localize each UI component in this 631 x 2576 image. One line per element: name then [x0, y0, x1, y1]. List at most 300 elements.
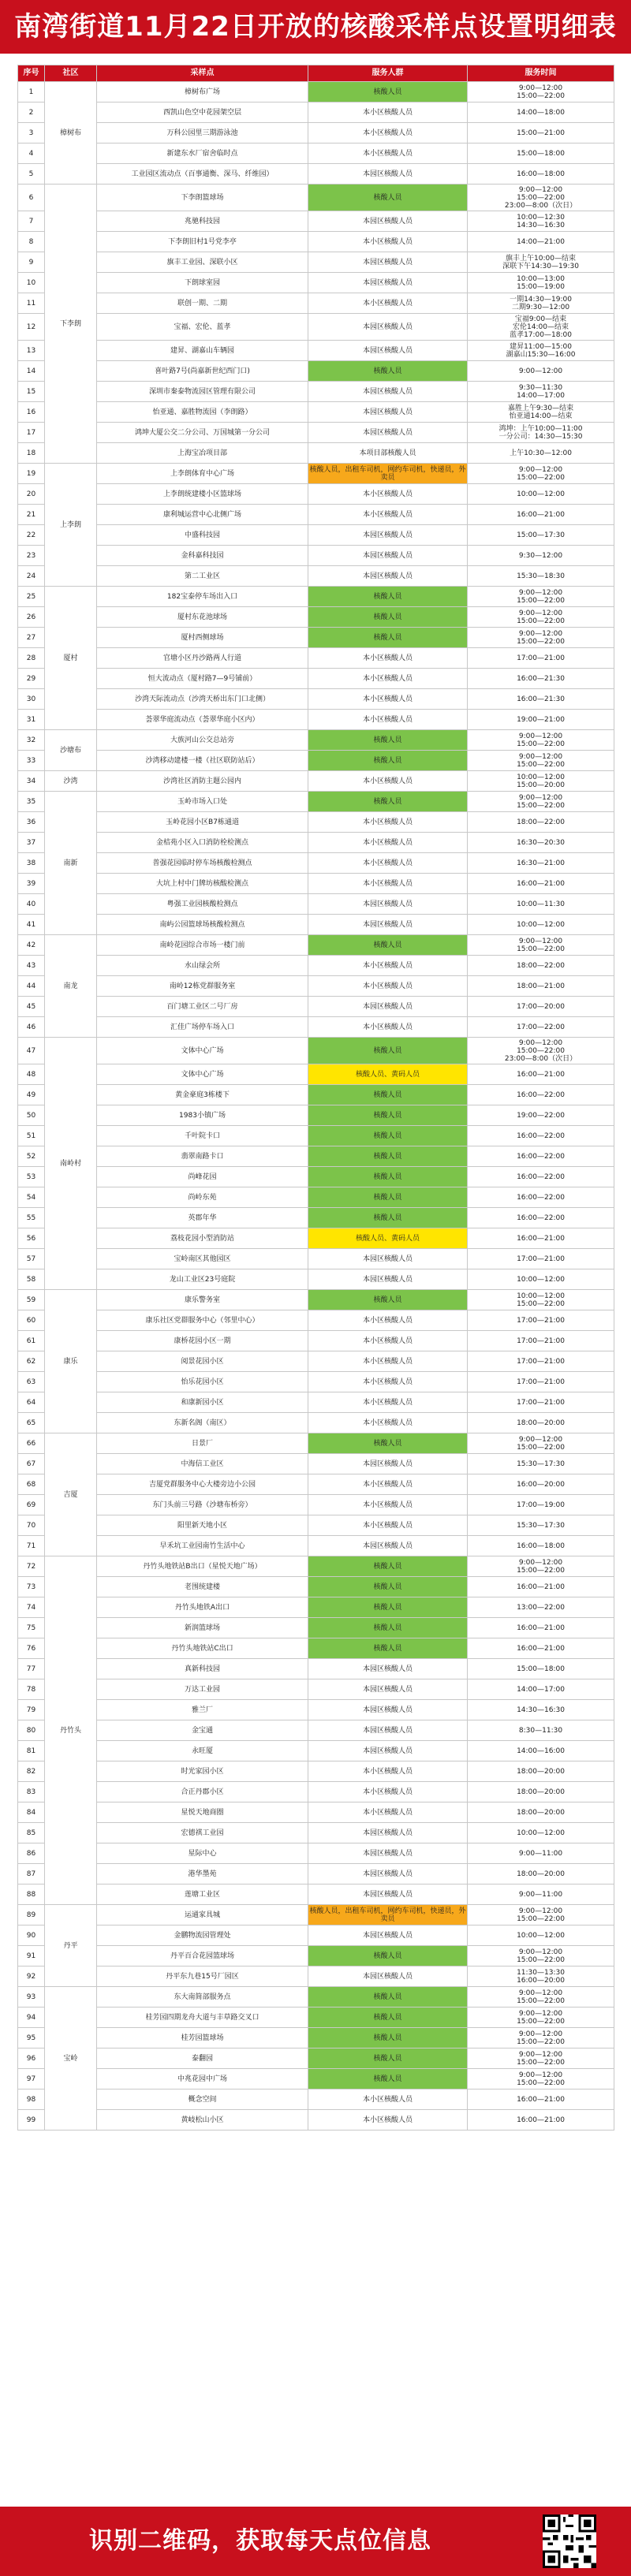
table-row [18, 341, 614, 361]
table-row [18, 1515, 614, 1536]
table-row [18, 1700, 614, 1720]
table-row [18, 423, 614, 443]
service-group: 本园区核酸人员 [308, 1536, 468, 1556]
row-number: 42 [18, 935, 45, 956]
service-time: 15:00—17:30 [468, 525, 614, 546]
service-time: 10:00—12:30 14:30—16:30 [468, 211, 614, 232]
row-number: 43 [18, 956, 45, 976]
service-group: 本小区核酸人员 [308, 648, 468, 669]
service-time: 10:00—12:00 [468, 915, 614, 935]
service-group: 本园区核酸人员 [308, 402, 468, 423]
service-group: 核酸人员 [308, 2048, 468, 2069]
row-number: 64 [18, 1392, 45, 1413]
service-time: 15:00—21:00 [468, 123, 614, 144]
service-time: 9:00—12:00 15:00—22:00 23:00—8:00（次日） [468, 185, 614, 211]
table-row [18, 1782, 614, 1802]
sampling-point: 康乐社区党群服务中心（邻里中心） [97, 1310, 308, 1331]
row-number: 1 [18, 82, 45, 103]
table-row [18, 2007, 614, 2028]
sampling-point: 合正丹郡小区 [97, 1782, 308, 1802]
sampling-point: 宝岭南区其他园区 [97, 1249, 308, 1269]
sampling-point: 上海宝冶项目部 [97, 443, 308, 464]
service-time: 9:00—11:00 [468, 1843, 614, 1864]
table-row [18, 382, 614, 402]
service-group: 本园区核酸人员 [308, 1864, 468, 1884]
row-number: 60 [18, 1310, 45, 1331]
service-group: 核酸人员 [308, 1556, 468, 1577]
sampling-point: 中盛科技园 [97, 525, 308, 546]
service-time: 9:00—12:00 15:00—22:00 [468, 792, 614, 812]
service-time: 17:00—21:00 [468, 1351, 614, 1372]
service-group: 核酸人员 [308, 1167, 468, 1187]
service-time: 18:00—20:00 [468, 1782, 614, 1802]
service-time: 10:00—13:00 15:00—19:00 [468, 273, 614, 293]
service-time: 9:00—12:00 15:00—22:00 [468, 587, 614, 607]
sampling-point: 水山绿会所 [97, 956, 308, 976]
row-number: 49 [18, 1085, 45, 1105]
table-row [18, 1167, 614, 1187]
table-row [18, 771, 614, 792]
sampling-point: 文体中心广场 [97, 1038, 308, 1064]
sampling-point: 金桔苑小区入口消防栓检测点 [97, 833, 308, 853]
row-number: 3 [18, 123, 45, 144]
row-number: 78 [18, 1679, 45, 1700]
service-time: 16:00—22:00 [468, 1208, 614, 1228]
sampling-point: 时光家园小区 [97, 1761, 308, 1782]
table-row [18, 628, 614, 648]
service-group: 本小区核酸人员 [308, 144, 468, 164]
sampling-point: 下李朗篮球场 [97, 185, 308, 211]
row-number: 19 [18, 464, 45, 484]
sampling-point: 西凯山色空中花园架空层 [97, 103, 308, 123]
table-row [18, 211, 614, 232]
service-time: 15:30—17:30 [468, 1454, 614, 1474]
service-group: 本小区核酸人员 [308, 1392, 468, 1413]
table-row [18, 710, 614, 730]
row-number: 52 [18, 1146, 45, 1167]
row-number: 63 [18, 1372, 45, 1392]
row-number: 45 [18, 997, 45, 1017]
service-time: 17:00—21:00 [468, 1392, 614, 1413]
sampling-point: 龙山工业区23号庭院 [97, 1269, 308, 1290]
community-cell: 上李朗 [45, 464, 97, 587]
header-group: 服务人群 [308, 65, 468, 82]
row-number: 56 [18, 1228, 45, 1249]
service-group: 本园区核酸人员 [308, 525, 468, 546]
sampling-point: 汇佳广场停车场入口 [97, 1017, 308, 1038]
service-group: 核酸人员 [308, 1618, 468, 1638]
service-group: 本园区核酸人员 [308, 1720, 468, 1741]
service-group: 本小区核酸人员 [308, 2110, 468, 2131]
row-number: 54 [18, 1187, 45, 1208]
service-time: 14:00—16:00 [468, 1741, 614, 1761]
row-number: 9 [18, 252, 45, 273]
table-row [18, 1823, 614, 1843]
row-number: 2 [18, 103, 45, 123]
row-number: 85 [18, 1823, 45, 1843]
table-row [18, 1228, 614, 1249]
row-number: 39 [18, 874, 45, 894]
table-row [18, 915, 614, 935]
sampling-point: 恒大流动点（厦村路7—9号铺前） [97, 669, 308, 689]
sampling-point: 沙湾社区消防主题公园内 [97, 771, 308, 792]
table-row [18, 997, 614, 1017]
service-time: 鸿坤：上午10:00—11:00 一分公司：14:30—15:30 [468, 423, 614, 443]
service-time: 16:00—20:00 [468, 1474, 614, 1495]
table-row [18, 525, 614, 546]
sampling-point: 第二工业区 [97, 566, 308, 587]
row-number: 70 [18, 1515, 45, 1536]
table-row [18, 402, 614, 423]
row-number: 69 [18, 1495, 45, 1515]
service-time: 9:00—11:00 [468, 1884, 614, 1905]
table-row [18, 1618, 614, 1638]
table-row [18, 1249, 614, 1269]
service-time: 16:00—22:00 [468, 1085, 614, 1105]
service-group: 核酸人员 [308, 1597, 468, 1618]
service-time: 8:30—11:30 [468, 1720, 614, 1741]
service-group: 本小区核酸人员 [308, 833, 468, 853]
row-number: 87 [18, 1864, 45, 1884]
row-number: 82 [18, 1761, 45, 1782]
service-group: 本小区核酸人员 [308, 1761, 468, 1782]
service-time: 16:00—22:00 [468, 1146, 614, 1167]
service-group: 核酸人员 [308, 1146, 468, 1167]
service-time: 嘉胜上午9:30—结束 怡亚通14:00—结束 [468, 402, 614, 423]
table-row [18, 1126, 614, 1146]
service-time: 18:00—22:00 [468, 812, 614, 833]
service-group: 核酸人员 [308, 751, 468, 771]
service-time: 16:00—21:00 [468, 1064, 614, 1085]
service-time: 15:30—17:30 [468, 1515, 614, 1536]
header-time: 服务时间 [468, 65, 614, 82]
table-row [18, 1351, 614, 1372]
qr-code-icon[interactable] [543, 2514, 596, 2568]
sampling-point: 港华墨苑 [97, 1864, 308, 1884]
table-row [18, 1085, 614, 1105]
sampling-point: 深圳市秦泰物流园区管理有限公司 [97, 382, 308, 402]
sampling-point: 厦村东花池球场 [97, 607, 308, 628]
sampling-point: 老围统建楼 [97, 1577, 308, 1597]
table-row [18, 164, 614, 185]
table-row [18, 1269, 614, 1290]
row-number: 12 [18, 314, 45, 341]
table-row [18, 976, 614, 997]
row-number: 23 [18, 546, 45, 566]
service-group: 本园区核酸人员 [308, 1249, 468, 1269]
row-number: 34 [18, 771, 45, 792]
sampling-point: 怡亚通、嘉胜物流园（李朗路） [97, 402, 308, 423]
sampling-point: 吉厦党群服务中心大楼旁边小公园 [97, 1474, 308, 1495]
service-time: 9:00—12:00 15:00—22:00 [468, 464, 614, 484]
row-number: 81 [18, 1741, 45, 1761]
sampling-point: 大坑上村中门牌坊核酸检测点 [97, 874, 308, 894]
table-row [18, 1454, 614, 1474]
sampling-point: 星悦天地商圈 [97, 1802, 308, 1823]
table-row [18, 648, 614, 669]
service-group: 本小区核酸人员 [308, 853, 468, 874]
table-row [18, 103, 614, 123]
sampling-point: 大族河山公交总站旁 [97, 730, 308, 751]
sampling-point: 尚峰花园 [97, 1167, 308, 1187]
service-time: 16:30—21:00 [468, 853, 614, 874]
service-group: 核酸人员 [308, 792, 468, 812]
table-row [18, 1884, 614, 1905]
service-time: 16:00—21:30 [468, 689, 614, 710]
table-row [18, 1925, 614, 1946]
row-number: 15 [18, 382, 45, 402]
table-row [18, 730, 614, 751]
community-cell: 沙塘布 [45, 730, 97, 771]
sampling-point: 新建东水厂宿舍临时点 [97, 144, 308, 164]
service-group: 本园区核酸人员 [308, 894, 468, 915]
row-number: 86 [18, 1843, 45, 1864]
table-row [18, 1761, 614, 1782]
sampling-point: 星际中心 [97, 1843, 308, 1864]
table-row [18, 1556, 614, 1577]
service-time: 10:00—12:00 15:00—22:00 [468, 1290, 614, 1310]
service-group: 本小区核酸人员 [308, 293, 468, 314]
service-group: 核酸人员、黄码人员 [308, 1228, 468, 1249]
row-number: 46 [18, 1017, 45, 1038]
row-number: 31 [18, 710, 45, 730]
sampling-point: 文体中心广场 [97, 1064, 308, 1085]
service-group: 本小区核酸人员 [308, 812, 468, 833]
service-time: 16:00—22:00 [468, 1126, 614, 1146]
service-group: 核酸人员 [308, 1038, 468, 1064]
row-number: 95 [18, 2028, 45, 2048]
sampling-point: 康桥花园小区一期 [97, 1331, 308, 1351]
footer-bar [0, 2507, 631, 2576]
service-group: 本小区核酸人员 [308, 484, 468, 505]
row-number: 57 [18, 1249, 45, 1269]
service-group: 核酸人员 [308, 1946, 468, 1966]
service-time: 9:00—12:00 15:00—22:00 [468, 1905, 614, 1925]
sampling-point: 建昇、湖嘉山车辆园 [97, 341, 308, 361]
table-row [18, 1474, 614, 1495]
table-row [18, 293, 614, 314]
sampling-point: 中兆花园中广场 [97, 2069, 308, 2090]
row-number: 8 [18, 232, 45, 252]
table-row [18, 607, 614, 628]
service-group: 本园区核酸人员 [308, 314, 468, 341]
row-number: 18 [18, 443, 45, 464]
service-group: 本园区核酸人员 [308, 1925, 468, 1946]
sampling-point: 千叶院卡口 [97, 1126, 308, 1146]
row-number: 36 [18, 812, 45, 833]
row-number: 14 [18, 361, 45, 382]
row-number: 83 [18, 1782, 45, 1802]
service-time: 16:00—21:00 [468, 2110, 614, 2131]
table-row [18, 1987, 614, 2007]
table-row [18, 1659, 614, 1679]
sampling-point: 南岭12栋党群服务室 [97, 976, 308, 997]
service-group: 本小区核酸人员 [308, 1495, 468, 1515]
row-number: 80 [18, 1720, 45, 1741]
sampling-point: 概念空间 [97, 2090, 308, 2110]
community-cell: 丹平 [45, 1905, 97, 1987]
table-row [18, 123, 614, 144]
service-group: 核酸人员 [308, 587, 468, 607]
sampling-point: 上李朗体育中心广场 [97, 464, 308, 484]
row-number: 29 [18, 669, 45, 689]
service-group: 核酸人员 [308, 1085, 468, 1105]
service-group: 核酸人员 [308, 607, 468, 628]
row-number: 10 [18, 273, 45, 293]
sampling-point: 金宝通 [97, 1720, 308, 1741]
row-number: 88 [18, 1884, 45, 1905]
service-time: 16:00—22:00 [468, 1167, 614, 1187]
service-group: 本项目部核酸人员 [308, 443, 468, 464]
row-number: 44 [18, 976, 45, 997]
service-group: 核酸人员 [308, 1638, 468, 1659]
service-group: 本园区核酸人员 [308, 566, 468, 587]
sampling-point: 翡翠南路卡口 [97, 1146, 308, 1167]
table-row [18, 505, 614, 525]
service-group: 本园区核酸人员 [308, 341, 468, 361]
row-number: 61 [18, 1331, 45, 1351]
sampling-table [17, 65, 614, 2131]
sampling-point: 丹平百合花园篮球场 [97, 1946, 308, 1966]
table-row [18, 1946, 614, 1966]
sampling-point: 东大南简部服务点 [97, 1987, 308, 2007]
service-time: 10:00—12:00 [468, 484, 614, 505]
service-group: 核酸人员 [308, 935, 468, 956]
service-time: 10:00—12:00 [468, 1269, 614, 1290]
table-row [18, 1017, 614, 1038]
service-time: 9:00—12:00 15:00—22:00 [468, 730, 614, 751]
table-row [18, 546, 614, 566]
community-cell: 康乐 [45, 1290, 97, 1433]
sampling-point: 丹平东九巷15号厂园区 [97, 1966, 308, 1987]
service-group: 核酸人员 [308, 1208, 468, 1228]
service-time: 9:00—12:00 15:00—22:00 [468, 1987, 614, 2007]
service-group: 本园区核酸人员 [308, 211, 468, 232]
row-number: 67 [18, 1454, 45, 1474]
table-row [18, 894, 614, 915]
service-time: 9:00—12:00 15:00—22:00 [468, 1946, 614, 1966]
service-time: 16:00—21:30 [468, 669, 614, 689]
service-time: 18:00—21:00 [468, 976, 614, 997]
service-time: 18:00—20:00 [468, 1413, 614, 1433]
row-number: 47 [18, 1038, 45, 1064]
row-number: 40 [18, 894, 45, 915]
row-number: 62 [18, 1351, 45, 1372]
service-time: 15:00—18:00 [468, 1659, 614, 1679]
service-time: 17:00—21:00 [468, 1310, 614, 1331]
community-cell: 厦村 [45, 587, 97, 730]
service-time: 9:00—12:00 15:00—22:00 [468, 2048, 614, 2069]
service-group: 本小区核酸人员 [308, 689, 468, 710]
service-time: 10:00—12:00 15:00—20:00 [468, 771, 614, 792]
row-number: 76 [18, 1638, 45, 1659]
service-time: 17:00—21:00 [468, 1372, 614, 1392]
community-cell: 下李朗 [45, 185, 97, 464]
row-number: 35 [18, 792, 45, 812]
service-group: 本园区核酸人员 [308, 1659, 468, 1679]
service-group: 本小区核酸人员 [308, 1331, 468, 1351]
row-number: 30 [18, 689, 45, 710]
table-row [18, 669, 614, 689]
table-row [18, 792, 614, 812]
table-row [18, 1208, 614, 1228]
sampling-point: 桂芳园篮球场 [97, 2028, 308, 2048]
sampling-point: 182宝泰停车场出入口 [97, 587, 308, 607]
row-number: 25 [18, 587, 45, 607]
service-group: 核酸人员 [308, 82, 468, 103]
row-number: 77 [18, 1659, 45, 1679]
service-group: 本园区核酸人员 [308, 1884, 468, 1905]
table-row [18, 853, 614, 874]
sampling-point: 日景厂 [97, 1433, 308, 1454]
header-point: 采样点 [97, 65, 308, 82]
service-group: 本园区核酸人员 [308, 252, 468, 273]
service-time: 17:00—22:00 [468, 1017, 614, 1038]
sampling-point: 南屿公园篮球场核酸检测点 [97, 915, 308, 935]
service-group: 本小区核酸人员 [308, 669, 468, 689]
table-row [18, 443, 614, 464]
service-group: 本园区核酸人员 [308, 1823, 468, 1843]
service-time: 10:00—11:30 [468, 894, 614, 915]
table-row [18, 2069, 614, 2090]
service-group: 本小区核酸人员 [308, 1413, 468, 1433]
row-number: 32 [18, 730, 45, 751]
service-group: 本小区核酸人员 [308, 2090, 468, 2110]
sampling-point: 宝福、宏伦、蓝孝 [97, 314, 308, 341]
service-group: 本园区核酸人员 [308, 382, 468, 402]
row-number: 75 [18, 1618, 45, 1638]
service-time: 17:00—20:00 [468, 997, 614, 1017]
row-number: 66 [18, 1433, 45, 1454]
table-row [18, 464, 614, 484]
row-number: 27 [18, 628, 45, 648]
service-time: 15:30—18:30 [468, 566, 614, 587]
row-number: 22 [18, 525, 45, 546]
sampling-point: 黄金豪庭3栋楼下 [97, 1085, 308, 1105]
table-row [18, 689, 614, 710]
row-number: 11 [18, 293, 45, 314]
service-group: 核酸人员 [308, 730, 468, 751]
service-group: 核酸人员 [308, 2007, 468, 2028]
sampling-point: 荟翠华庭流动点（荟翠华庭小区内） [97, 710, 308, 730]
row-number: 71 [18, 1536, 45, 1556]
service-time: 17:00—21:00 [468, 1331, 614, 1351]
row-number: 58 [18, 1269, 45, 1290]
service-time: 9:00—12:00 15:00—22:00 [468, 1556, 614, 1577]
sampling-point: 丹竹头地铁站C出口 [97, 1638, 308, 1659]
table-row [18, 82, 614, 103]
table-row [18, 1905, 614, 1925]
row-number: 16 [18, 402, 45, 423]
table-row [18, 1966, 614, 1987]
table-row [18, 1392, 614, 1413]
table-row [18, 1146, 614, 1167]
table-row [18, 1679, 614, 1700]
footer-text: 识别二维码，获取每天点位信息 [89, 2527, 431, 2555]
service-time: 9:30—12:00 [468, 546, 614, 566]
table-row [18, 314, 614, 341]
sampling-point: 喜叶路7号(尚嘉新世纪西门口) [97, 361, 308, 382]
row-number: 6 [18, 185, 45, 211]
sampling-point: 运通家具城 [97, 1905, 308, 1925]
service-time: 9:00—12:00 15:00—22:00 [468, 82, 614, 103]
service-group: 核酸人员 [308, 361, 468, 382]
service-time: 16:00—21:00 [468, 2090, 614, 2110]
sampling-point: 中海信工业区 [97, 1454, 308, 1474]
sampling-point: 南岭花园综合市场一楼门前 [97, 935, 308, 956]
service-time: 旗丰上午10:00—结束 深联下午14:30—19:30 [468, 252, 614, 273]
row-number: 73 [18, 1577, 45, 1597]
